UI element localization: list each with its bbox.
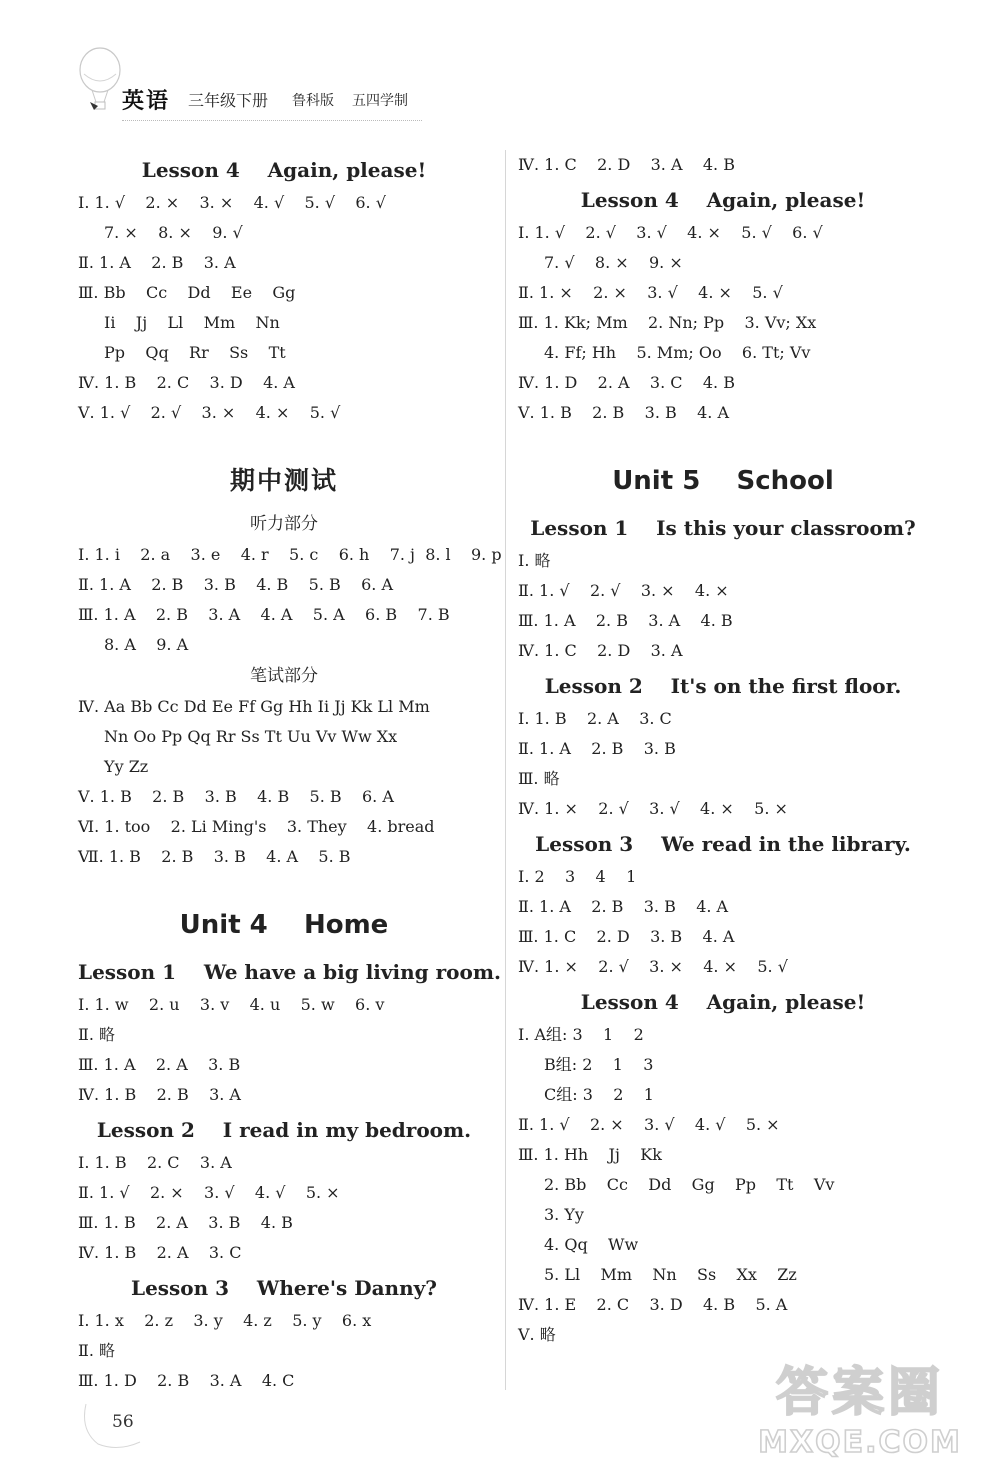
answer-line: Ⅰ. 1. x 2. z 3. y 4. z 5. y 6. x (78, 1311, 372, 1330)
answer-line: Ⅲ. 1. C 2. D 3. B 4. A (518, 927, 735, 946)
answer-line: 5. Ll Mm Nn Ss Xx Zz (544, 1265, 797, 1284)
answer-line: Ⅰ. 1. w 2. u 3. v 4. u 5. w 6. v (78, 995, 385, 1014)
answer-line: Ⅲ. Bb Cc Dd Ee Gg (78, 283, 296, 302)
answer-line: Ⅳ. 1. B 2. A 3. C (78, 1243, 242, 1262)
answer-line: Ⅲ. 略 (518, 769, 560, 788)
answer-line: Ⅲ. 1. D 2. B 3. A 4. C (78, 1371, 295, 1390)
answer-line: Ⅳ. 1. C 2. D 3. A (518, 641, 683, 660)
lesson-title: Lesson 3 Where's Danny? (131, 1276, 437, 1300)
answer-line: Ⅱ. 略 (78, 1341, 116, 1360)
section-subtitle: 听力部分 (250, 514, 318, 534)
answer-line: Nn Oo Pp Qq Rr Ss Tt Uu Vv Ww Xx (104, 727, 398, 746)
answer-line: Ⅲ. 1. A 2. A 3. B (78, 1055, 241, 1074)
page-header (70, 44, 490, 134)
section-subtitle: 笔试部分 (250, 666, 318, 686)
lesson-title: Lesson 2 It's on the first floor. (544, 674, 902, 698)
answer-line: Ⅰ. 1. B 2. C 3. A (78, 1153, 232, 1172)
watermark-cn: 答案圈 (775, 1363, 945, 1423)
answer-line: Yy Zz (104, 757, 149, 776)
answer-line: 4. Ff; Hh 5. Mm; Oo 6. Tt; Vv (544, 343, 811, 362)
answer-line: Ⅳ. Aa Bb Cc Dd Ee Ff Gg Hh Ii Jj Kk Ll Mm (78, 697, 430, 716)
answer-line: Ii Jj Ll Mm Nn (104, 313, 280, 332)
left-column (78, 150, 502, 1396)
answer-line: Ⅲ. 1. A 2. B 3. A 4. A 5. A 6. B 7. B (78, 605, 450, 624)
answer-line: Ⅱ. 1. √ 2. × 3. √ 4. √ 5. × (78, 1183, 340, 1202)
answer-line: Ⅰ. 1. √ 2. × 3. × 4. √ 5. √ 6. √ (78, 193, 386, 212)
answer-line: Ⅲ. 1. Hh Jj Kk (518, 1145, 662, 1164)
balloon-icon (70, 44, 130, 124)
answer-line: Ⅲ. 1. Kk; Mm 2. Nn; Pp 3. Vv; Xx (518, 313, 817, 332)
lesson-title: Lesson 4 Again, please! (580, 990, 866, 1014)
answer-line: Ⅱ. 1. A 2. B 3. B (518, 739, 676, 758)
grade-label: 三年级下册 (188, 91, 269, 110)
answer-line: C组: 3 2 1 (544, 1085, 654, 1104)
answer-line: Ⅳ. 1. E 2. C 3. D 4. B 5. A (518, 1295, 788, 1314)
answer-line: 8. A 9. A (104, 635, 189, 654)
right-column (518, 150, 928, 1350)
answer-line: Pp Qq Rr Ss Tt (104, 343, 286, 362)
answer-line: Ⅰ. 1. B 2. A 3. C (518, 709, 672, 728)
column-divider (505, 150, 506, 1390)
answer-line: Ⅲ. 1. A 2. B 3. A 4. B (518, 611, 733, 630)
answer-line: Ⅱ. 1. √ 2. × 3. √ 4. √ 5. × (518, 1115, 780, 1134)
lesson-title: Lesson 4 Again, please! (141, 158, 427, 182)
lesson-title: Lesson 1 We have a big living room. (78, 960, 501, 984)
answer-line: 2. Bb Cc Dd Gg Pp Tt Vv (544, 1175, 835, 1194)
answer-line: Ⅶ. 1. B 2. B 3. B 4. A 5. B (78, 847, 351, 866)
subject-title: 英语 (122, 89, 171, 114)
lesson-title: Lesson 1 Is this your classroom? (530, 516, 916, 540)
answer-line: B组: 2 1 3 (544, 1055, 654, 1074)
answer-line: Ⅵ. 1. too 2. Li Ming's 3. They 4. bread (78, 817, 435, 836)
answer-line: Ⅴ. 1. B 2. B 3. B 4. A (518, 403, 729, 422)
answer-line: Ⅰ. 1. √ 2. √ 3. √ 4. × 5. √ 6. √ (518, 223, 823, 242)
answer-line: Ⅱ. 1. A 2. B 3. B 4. A (518, 897, 729, 916)
unit-title: Unit 4 Home (179, 910, 389, 940)
answer-line: Ⅴ. 略 (518, 1325, 556, 1344)
answer-line: Ⅰ. 略 (518, 551, 551, 570)
answer-line: Ⅱ. 略 (78, 1025, 116, 1044)
watermark-url: MXQE.COM (758, 1425, 962, 1460)
lesson-title: Lesson 3 We read in the library. (535, 832, 911, 856)
header-rule (122, 120, 422, 121)
watermark-logo (740, 1352, 980, 1462)
answer-line: Ⅳ. 1. × 2. √ 3. × 4. × 5. √ (518, 957, 788, 976)
answer-line: Ⅳ. 1. × 2. √ 3. √ 4. × 5. × (518, 799, 788, 818)
answer-line: 3. Yy (544, 1205, 584, 1224)
answer-line: Ⅳ. 1. B 2. C 3. D 4. A (78, 373, 295, 392)
answer-line: Ⅳ. 1. B 2. B 3. A (78, 1085, 241, 1104)
unit-title: Unit 5 School (612, 466, 834, 496)
answer-line: Ⅴ. 1. √ 2. √ 3. × 4. × 5. √ (78, 403, 341, 422)
answer-line: Ⅳ. 1. D 2. A 3. C 4. B (518, 373, 735, 392)
answer-line: 7. √ 8. × 9. × (544, 253, 683, 272)
answer-line: Ⅰ. 1. i 2. a 3. e 4. r 5. c 6. h 7. j 8. l 9. p (78, 545, 502, 564)
lesson-title: Lesson 4 Again, please! (580, 188, 866, 212)
section-title: 期中测试 (229, 466, 338, 495)
answer-line: 7. × 8. × 9. √ (104, 223, 243, 242)
answer-line: 4. Qq Ww (544, 1235, 639, 1254)
answer-line: Ⅲ. 1. B 2. A 3. B 4. B (78, 1213, 293, 1232)
answer-line: Ⅰ. A组: 3 1 2 (518, 1025, 644, 1044)
answer-line: Ⅱ. 1. √ 2. √ 3. × 4. × (518, 581, 729, 600)
answer-line: Ⅱ. 1. A 2. B 3. B 4. B 5. B 6. A (78, 575, 394, 594)
lesson-title: Lesson 2 I read in my bedroom. (96, 1118, 472, 1142)
answer-line: Ⅳ. 1. C 2. D 3. A 4. B (518, 155, 735, 174)
answer-line: Ⅱ. 1. A 2. B 3. A (78, 253, 236, 272)
answer-line: Ⅱ. 1. × 2. × 3. √ 4. × 5. √ (518, 283, 783, 302)
answer-line: Ⅰ. 2 3 4 1 (518, 867, 637, 886)
system-label: 五四学制 (352, 93, 408, 109)
answer-line: Ⅴ. 1. B 2. B 3. B 4. B 5. B 6. A (78, 787, 394, 806)
edition-label: 鲁科版 (292, 93, 334, 109)
page-number: 56 (112, 1412, 134, 1432)
